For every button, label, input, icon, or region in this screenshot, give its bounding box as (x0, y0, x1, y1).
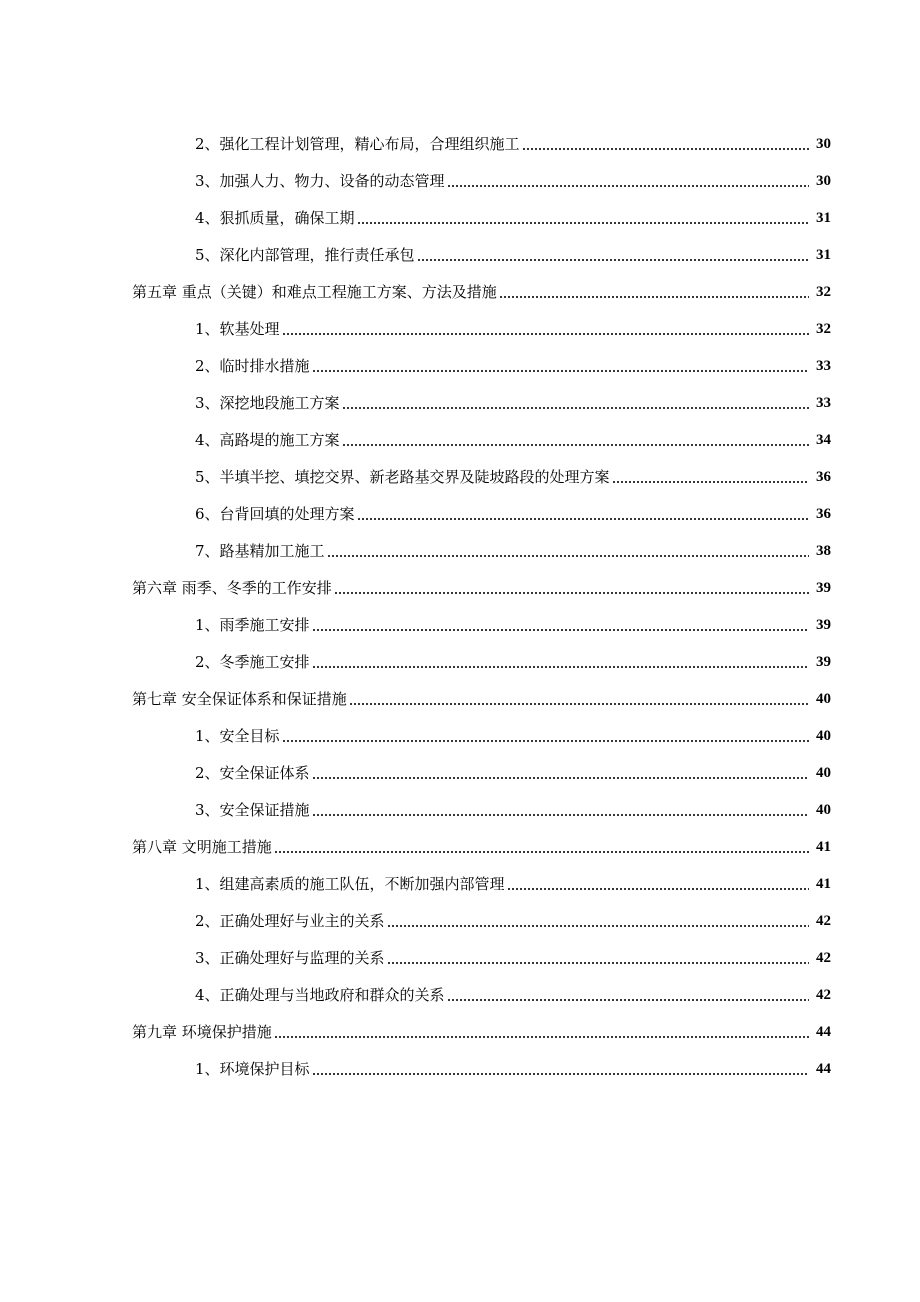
toc-entry-title: 2、冬季施工安排 (195, 652, 310, 671)
toc-entry-title: 第八章 文明施工措施 (132, 837, 272, 856)
toc-entry-page: 36 (816, 505, 831, 522)
toc-entry-page: 33 (816, 394, 831, 411)
toc-entry-title: 4、高路堤的施工方案 (195, 430, 340, 449)
toc-entry-page: 39 (816, 616, 831, 633)
toc-entry-page: 42 (816, 912, 831, 929)
toc-entry-page: 39 (816, 579, 831, 596)
toc-leader-dots (312, 356, 809, 376)
toc-entry-title: 2、安全保证体系 (195, 763, 310, 782)
toc-entry[interactable] (0, 236, 920, 273)
toc-entry-title: 1、雨季施工安排 (195, 615, 310, 634)
toc-entry-page: 31 (816, 246, 831, 263)
toc-leader-dots (357, 504, 809, 524)
toc-leader-dots (312, 652, 809, 672)
toc-entry-page: 41 (816, 875, 831, 892)
toc-entry-page: 39 (816, 653, 831, 670)
toc-entry[interactable] (0, 643, 920, 680)
toc-leader-dots (447, 985, 809, 1005)
toc-entry-title: 5、半填半挖、填挖交界、新老路基交界及陡坡路段的处理方案 (195, 467, 610, 486)
toc-leader-dots (334, 578, 809, 598)
toc-entry-title: 2、临时排水措施 (195, 356, 310, 375)
toc-leader-dots (312, 1059, 809, 1079)
toc-entry[interactable] (0, 125, 920, 162)
toc-entry[interactable] (0, 310, 920, 347)
toc-entry-page: 44 (816, 1060, 831, 1077)
toc-entry[interactable] (0, 791, 920, 828)
toc-entry-title: 1、组建高素质的施工队伍，不断加强内部管理 (195, 874, 505, 893)
toc-leader-dots (447, 171, 809, 191)
toc-entry[interactable] (0, 421, 920, 458)
toc-entry-title: 3、正确处理好与监理的关系 (195, 948, 385, 967)
toc-leader-dots (499, 282, 809, 302)
toc-entry[interactable] (0, 162, 920, 199)
table-of-contents (0, 125, 920, 1087)
toc-entry-title: 1、环境保护目标 (195, 1059, 310, 1078)
toc-entry-title: 7、路基精加工施工 (195, 541, 325, 560)
toc-chapter-entry[interactable] (0, 273, 920, 310)
toc-leader-dots (387, 948, 809, 968)
toc-entry-page: 41 (816, 838, 831, 855)
toc-entry-title: 4、狠抓质量，确保工期 (195, 208, 355, 227)
toc-entry[interactable] (0, 865, 920, 902)
toc-entry[interactable] (0, 1050, 920, 1087)
toc-entry[interactable] (0, 939, 920, 976)
toc-leader-dots (507, 874, 809, 894)
toc-entry-page: 36 (816, 468, 831, 485)
toc-entry[interactable] (0, 384, 920, 421)
toc-leader-dots (312, 615, 809, 635)
toc-entry-title: 3、安全保证措施 (195, 800, 310, 819)
toc-entry-page: 38 (816, 542, 831, 559)
toc-entry-title: 1、安全目标 (195, 726, 280, 745)
toc-entry-page: 32 (816, 320, 831, 337)
toc-entry-page: 32 (816, 283, 831, 300)
toc-entry-title: 2、正确处理好与业主的关系 (195, 911, 385, 930)
toc-chapter-entry[interactable] (0, 1013, 920, 1050)
toc-leader-dots (357, 208, 809, 228)
toc-entry-page: 31 (816, 209, 831, 226)
toc-leader-dots (282, 319, 809, 339)
toc-entry[interactable] (0, 458, 920, 495)
toc-leader-dots (387, 911, 809, 931)
toc-entry-title: 1、软基处理 (195, 319, 280, 338)
toc-entry-page: 42 (816, 949, 831, 966)
toc-leader-dots (342, 430, 809, 450)
toc-entry-title: 4、正确处理与当地政府和群众的关系 (195, 985, 445, 1004)
toc-entry-page: 44 (816, 1023, 831, 1040)
toc-leader-dots (274, 837, 809, 857)
toc-entry-page: 40 (816, 801, 831, 818)
toc-entry-title: 第九章 环境保护措施 (132, 1022, 272, 1041)
toc-leader-dots (417, 245, 809, 265)
toc-entry-title: 5、深化内部管理，推行责任承包 (195, 245, 415, 264)
toc-entry[interactable] (0, 199, 920, 236)
toc-entry[interactable] (0, 717, 920, 754)
toc-entry[interactable] (0, 754, 920, 791)
toc-entry[interactable] (0, 532, 920, 569)
toc-entry[interactable] (0, 606, 920, 643)
toc-entry-page: 40 (816, 764, 831, 781)
toc-leader-dots (342, 393, 809, 413)
toc-entry-page: 33 (816, 357, 831, 374)
toc-leader-dots (282, 726, 809, 746)
toc-leader-dots (349, 689, 809, 709)
toc-leader-dots (612, 467, 809, 487)
toc-entry-page: 42 (816, 986, 831, 1003)
toc-entry-title: 3、深挖地段施工方案 (195, 393, 340, 412)
toc-entry-title: 第七章 安全保证体系和保证措施 (132, 689, 347, 708)
toc-entry-title: 第六章 雨季、冬季的工作安排 (132, 578, 332, 597)
toc-entry-title: 第五章 重点（关键）和难点工程施工方案、方法及措施 (132, 282, 497, 301)
toc-leader-dots (312, 800, 809, 820)
toc-entry[interactable] (0, 976, 920, 1013)
toc-chapter-entry[interactable] (0, 569, 920, 606)
toc-leader-dots (312, 763, 809, 783)
toc-entry-page: 40 (816, 690, 831, 707)
toc-chapter-entry[interactable] (0, 828, 920, 865)
toc-entry[interactable] (0, 902, 920, 939)
toc-entry-title: 6、台背回填的处理方案 (195, 504, 355, 523)
toc-entry-page: 30 (816, 135, 831, 152)
toc-entry-page: 30 (816, 172, 831, 189)
toc-entry-page: 40 (816, 727, 831, 744)
toc-leader-dots (522, 134, 809, 154)
toc-chapter-entry[interactable] (0, 680, 920, 717)
toc-entry-title: 3、加强人力、物力、设备的动态管理 (195, 171, 445, 190)
toc-entry[interactable] (0, 347, 920, 384)
toc-entry-title: 2、强化工程计划管理，精心布局，合理组织施工 (195, 134, 520, 153)
toc-entry[interactable] (0, 495, 920, 532)
toc-leader-dots (274, 1022, 809, 1042)
toc-entry-page: 34 (816, 431, 831, 448)
toc-leader-dots (327, 541, 809, 561)
